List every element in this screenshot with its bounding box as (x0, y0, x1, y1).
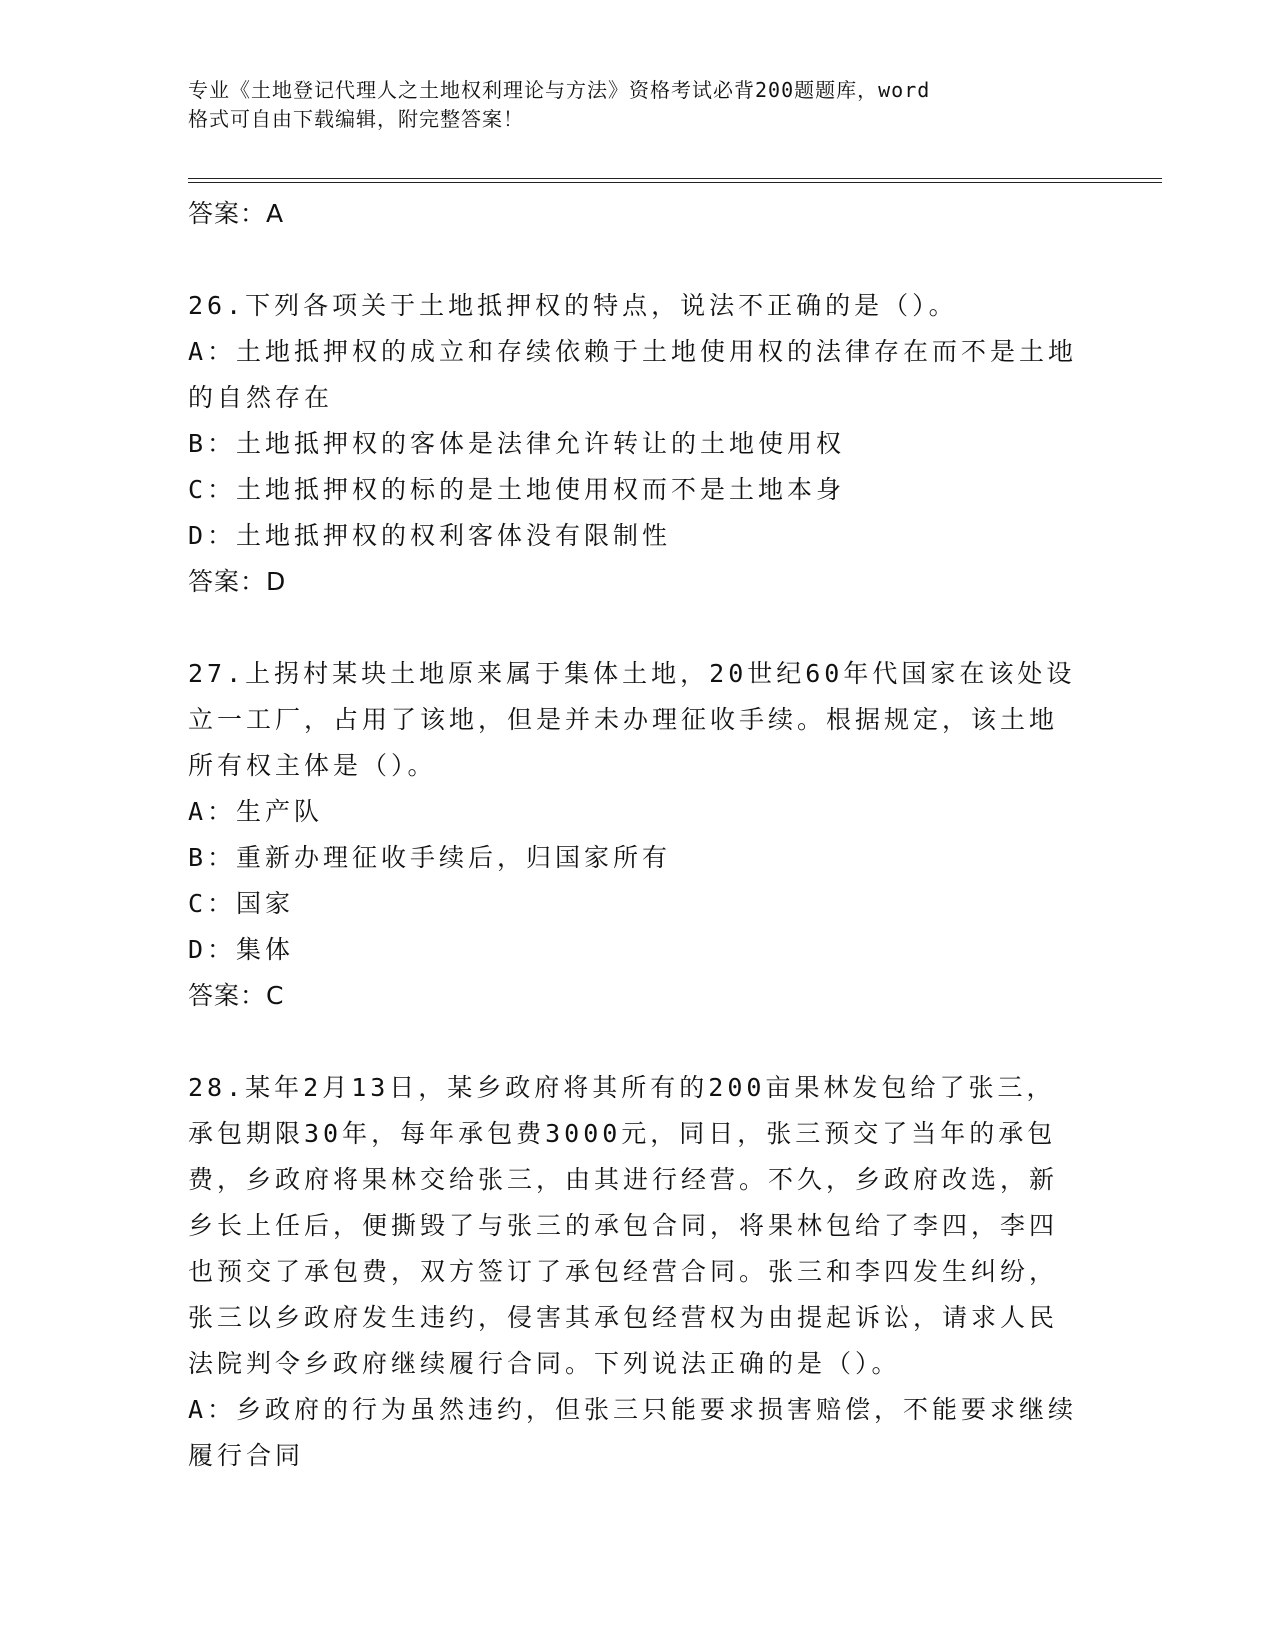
answer-label: 答案：A (188, 199, 285, 228)
document-body (188, 191, 1088, 1479)
question-option: A：生产队 (188, 797, 324, 826)
question-option: 履行合同 (188, 1441, 305, 1470)
spacer (188, 237, 1088, 283)
question-stem: 26.下列各项关于土地抵押权的特点，说法不正确的是（）。 (188, 291, 958, 320)
question-block (188, 651, 1088, 1019)
question-stem: 费，乡政府将果林交给张三，由其进行经营。不久，乡政府改选，新 (188, 1165, 1059, 1194)
header-divider (188, 178, 1162, 183)
question-option: C：国家 (188, 889, 295, 918)
question-stem: 法院判令乡政府继续履行合同。下列说法正确的是（）。 (188, 1349, 901, 1378)
document-page (188, 0, 1163, 1650)
answer-label: 答案：C (188, 981, 285, 1010)
question-stem: 张三以乡政府发生违约，侵害其承包经营权为由提起诉讼，请求人民 (188, 1303, 1059, 1332)
header-line: 格式可自由下载编辑，附完整答案！ (188, 107, 524, 131)
spacer (188, 1019, 1088, 1065)
question-option: D：集体 (188, 935, 295, 964)
question-option: B：重新办理征收手续后，归国家所有 (188, 843, 672, 872)
question-stem: 也预交了承包费，双方签订了承包经营合同。张三和李四发生纠纷， (188, 1257, 1059, 1286)
question-stem: 所有权主体是（）。 (188, 751, 437, 780)
question-block (188, 1065, 1088, 1479)
spacer (188, 605, 1088, 651)
question-option: C：土地抵押权的标的是土地使用权而不是土地本身 (188, 475, 846, 504)
question-option: A：乡政府的行为虽然违约，但张三只能要求损害赔偿，不能要求继续 (188, 1395, 1078, 1424)
question-option: A：土地抵押权的成立和存续依赖于土地使用权的法律存在而不是土地 (188, 337, 1078, 366)
question-option: D：土地抵押权的权利客体没有限制性 (188, 521, 672, 550)
answer-label: 答案：D (188, 567, 287, 596)
question-stem: 承包期限30年，每年承包费3000元，同日，张三预交了当年的承包 (188, 1119, 1057, 1148)
question-option: B：土地抵押权的客体是法律允许转让的土地使用权 (188, 429, 846, 458)
question-stem: 27.上拐村某块土地原来属于集体土地，20世纪60年代国家在该处设 (188, 659, 1076, 688)
question-block (188, 283, 1088, 605)
header-line: 专业《土地登记代理人之土地权利理论与方法》资格考试必背200题题库，word (188, 78, 931, 102)
question-stem: 立一工厂，占用了该地，但是并未办理征收手续。根据规定，该土地 (188, 705, 1059, 734)
question-stem: 乡长上任后，便撕毁了与张三的承包合同，将果林包给了李四，李四 (188, 1211, 1059, 1240)
question-option: 的自然存在 (188, 383, 334, 412)
document-header (188, 76, 1088, 134)
question-stem: 28.某年2月13日，某乡政府将其所有的200亩果林发包给了张三， (188, 1073, 1056, 1102)
